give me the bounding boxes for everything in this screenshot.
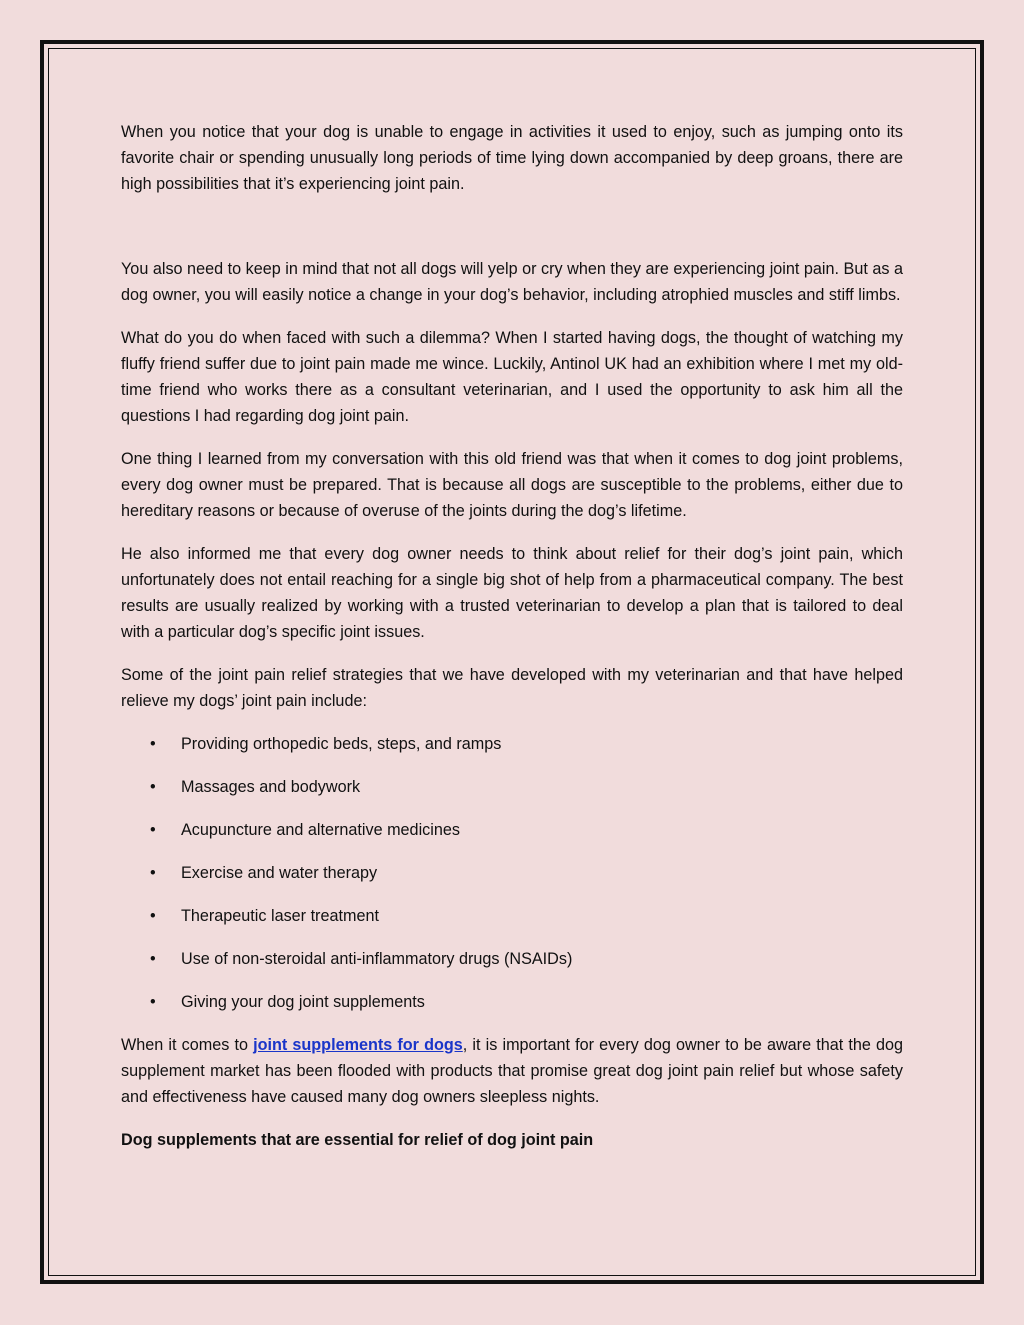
- list-item: [121, 860, 903, 886]
- bullet-icon: •: [150, 821, 156, 839]
- paragraph-dilemma: What do you do when faced with such a dilemma? When I started having dogs, the thought of watching my fluffy friend suffer due to joint pain made me wince. Luckily, Antinol UK had an exhibition where I met my old-time friend who works there as a consultant veterinarian, and I used the opportunity to ask him all the questions I had regarding dog joint pain.: [121, 329, 903, 425]
- paragraph-intro: When you notice that your dog is unable to engage in activities it used to enjoy, such as jumping onto its favorite chair or spending unusually long periods of time lying down accompanied by deep groans, there are high possibilities that it’s experiencing joint pain.: [121, 123, 903, 193]
- list-item: [121, 731, 903, 757]
- paragraph-supplements-rest: , it is important for every dog owner to be aware that the dog supplement market has been flooded with products that promise great dog joint pain relief but whose safety and effectiveness have caused many dog owners sleepless nights.: [121, 1036, 903, 1106]
- paragraph-lesson: One thing I learned from my conversation with this old friend was that when it comes to dog joint problems, every dog owner must be prepared. That is because all dogs are susceptible to the problems, either due to hereditary reasons or because of overuse of the joints during the dog’s lifetime.: [121, 450, 903, 520]
- list-item: [121, 946, 903, 972]
- section-heading: Dog supplements that are essential for relief of dog joint pain: [121, 1131, 594, 1149]
- bullet-icon: •: [150, 950, 156, 968]
- list-item-text: Massages and bodywork: [181, 778, 361, 796]
- list-item-text: Providing orthopedic beds, steps, and ramps: [181, 735, 502, 753]
- list-item-text: Acupuncture and alternative medicines: [181, 821, 460, 839]
- joint-supplements-link[interactable]: joint supplements for dogs: [253, 1036, 463, 1054]
- document-body: [121, 119, 903, 1170]
- list-item: [121, 817, 903, 843]
- bullet-icon: •: [150, 778, 156, 796]
- bullet-icon: •: [150, 993, 156, 1011]
- list-item: [121, 989, 903, 1015]
- paragraph-supplements: [121, 1032, 903, 1110]
- list-item-text: Exercise and water therapy: [181, 864, 378, 882]
- paragraph-strategies: Some of the joint pain relief strategies that we have developed with my veterinarian and that have helped relieve my dogs’ joint pain include:: [121, 666, 903, 710]
- bullet-icon: •: [150, 864, 156, 882]
- list-item: [121, 774, 903, 800]
- bullet-icon: •: [150, 907, 156, 925]
- strategy-list: [121, 731, 903, 1015]
- list-item: [121, 903, 903, 929]
- bullet-icon: •: [150, 735, 156, 753]
- list-item-text: Use of non-steroidal anti-inflammatory drugs (NSAIDs): [181, 950, 573, 968]
- paragraph-relief: He also informed me that every dog owner needs to think about relief for their dog’s joint pain, which unfortunately does not entail reaching for a single big shot of help from a pharmaceutical company. The best results are usually realized by working with a trusted veterinarian to develop a plan that is tailored to deal with a particular dog’s specific joint issues.: [121, 545, 903, 641]
- list-item-text: Giving your dog joint supplements: [181, 993, 425, 1011]
- list-item-text: Therapeutic laser treatment: [181, 907, 379, 925]
- paragraph-supplements-lead: When it comes to: [121, 1036, 254, 1054]
- paragraph-behavior: You also need to keep in mind that not all dogs will yelp or cry when they are experiencing joint pain. But as a dog owner, you will easily notice a change in your dog’s behavior, including atrophied muscles and stiff limbs.: [121, 260, 903, 304]
